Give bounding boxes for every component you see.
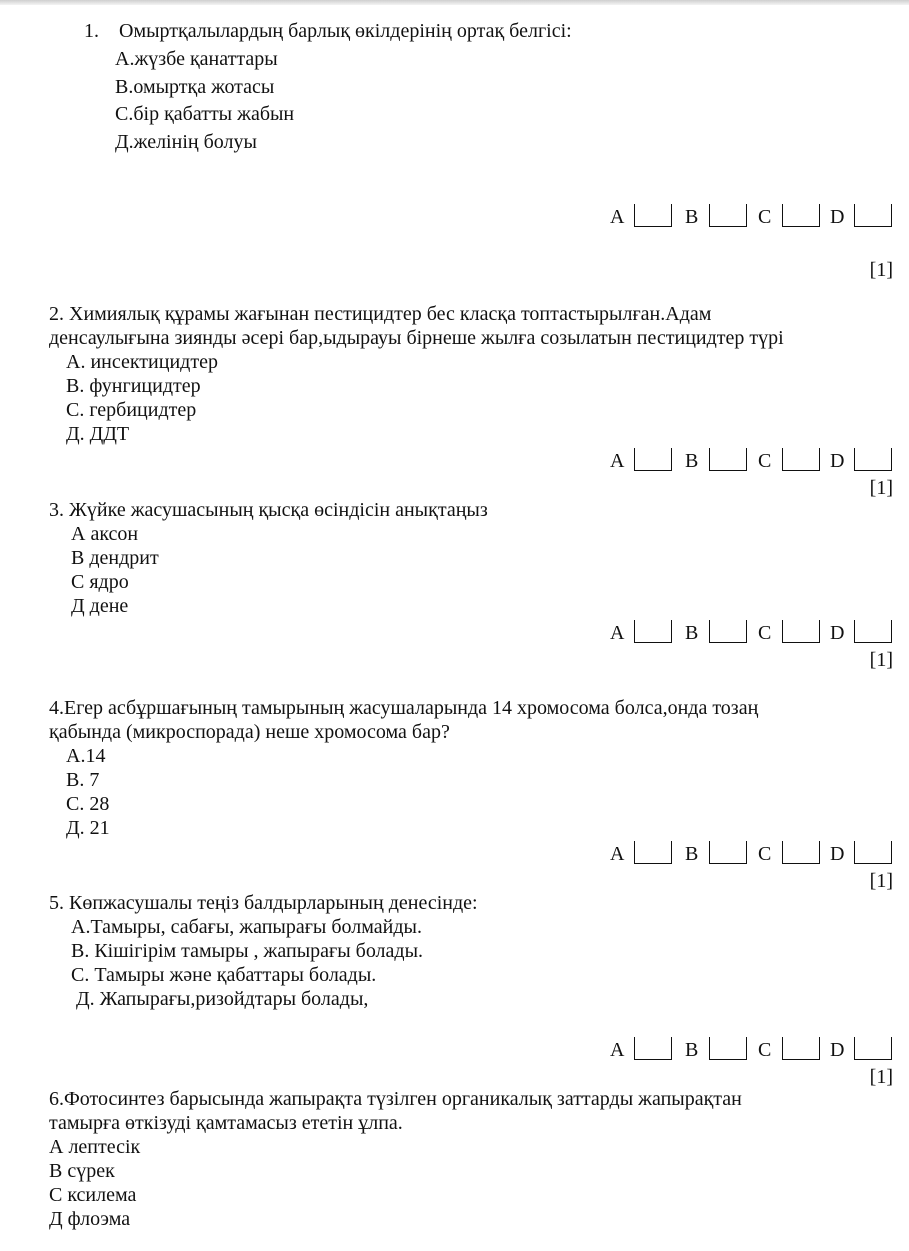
- question-2-option-a: А. инсектицидтер: [66, 351, 218, 373]
- question-4-option-d: Д. 21: [66, 817, 110, 839]
- question-5-mark: [1]: [869, 1066, 893, 1088]
- question-3-option-b: В дендрит: [71, 547, 159, 569]
- answer-b-label: B: [685, 1039, 699, 1061]
- answer-c-label: C: [758, 206, 772, 228]
- answer-c-box[interactable]: [782, 620, 820, 643]
- question-1-answer-row: [610, 204, 895, 230]
- question-6-option-b: В сүрек: [49, 1160, 115, 1182]
- answer-d-label: D: [830, 1039, 845, 1061]
- answer-a-box[interactable]: [634, 1037, 672, 1060]
- answer-d-box[interactable]: [854, 1037, 892, 1060]
- question-3-mark: [1]: [869, 649, 893, 671]
- answer-b-box[interactable]: [709, 448, 747, 471]
- answer-d-label: D: [830, 843, 845, 865]
- answer-c-label: C: [758, 843, 772, 865]
- answer-c-box[interactable]: [782, 841, 820, 864]
- question-6-option-d: Д флоэма: [49, 1208, 131, 1230]
- question-2-text-line-2: денсаулығына зиянды әсері бар,ыдырауы бірнеше жылға созылатын пестицидтер түрі: [49, 327, 784, 349]
- question-4-text-line-2: қабында (микроспорада) неше хромосома бар?: [49, 721, 450, 743]
- answer-b-label: B: [685, 843, 699, 865]
- answer-d-box[interactable]: [854, 448, 892, 471]
- question-3-option-d: Д дене: [71, 595, 129, 617]
- question-1-mark: [1]: [869, 259, 893, 281]
- question-1-option-d: Д.желінің болуы: [115, 131, 257, 153]
- question-2-answer-row: [610, 448, 895, 474]
- question-3-text: 3. Жүйке жасушасының қысқа өсіндісін анықтаңыз: [49, 499, 488, 521]
- answer-c-box[interactable]: [782, 204, 820, 227]
- question-2-option-c: С. гербицидтер: [66, 399, 197, 421]
- question-6-text-line-1: 6.Фотосинтез барысында жапырақта түзілген органикалық заттарды жапырақтан: [49, 1088, 742, 1110]
- answer-c-label: C: [758, 450, 772, 472]
- answer-b-box[interactable]: [709, 1037, 747, 1060]
- question-5-option-a: А.Тамыры, сабағы, жапырағы болмайды.: [71, 916, 422, 938]
- question-1-option-a: А.жүзбе қанаттары: [115, 48, 278, 70]
- question-2-option-b: В. фунгицидтер: [66, 375, 201, 397]
- answer-c-label: C: [758, 1039, 772, 1061]
- question-1-option-b: В.омыртқа жотасы: [115, 76, 275, 98]
- answer-b-label: B: [685, 450, 699, 472]
- question-6-option-c: С ксилема: [49, 1184, 137, 1206]
- answer-c-box[interactable]: [782, 1037, 820, 1060]
- question-4-option-c: С. 28: [66, 793, 110, 815]
- answer-a-label: A: [610, 1039, 625, 1061]
- question-3-option-a: А аксон: [71, 523, 139, 545]
- question-1-option-c: С.бір қабатты жабын: [115, 103, 295, 125]
- question-4-option-b: В. 7: [66, 769, 100, 791]
- question-5-option-b: В. Кішігірім тамыры , жапырағы болады.: [71, 940, 424, 962]
- question-5-text: 5. Көпжасушалы теңіз балдырларының денесінде:: [49, 892, 478, 914]
- question-5-option-c: С. Тамыры және қабаттары болады.: [71, 964, 377, 986]
- answer-a-box[interactable]: [634, 841, 672, 864]
- top-edge-shadow: [0, 0, 909, 5]
- question-4-mark: [1]: [869, 870, 893, 892]
- answer-a-box[interactable]: [634, 204, 672, 227]
- question-5-option-d: Д. Жапырағы,ризойдтары болады,: [76, 988, 369, 1010]
- answer-d-box[interactable]: [854, 620, 892, 643]
- question-4-text-line-1: 4.Егер асбұршағының тамырының жасушаларында 14 хромосома болса,онда тозаң: [49, 697, 759, 719]
- answer-d-label: D: [830, 450, 845, 472]
- question-1-text: 1. Омыртқалылардың барлық өкілдерінің ортақ белгісі:: [84, 20, 572, 42]
- answer-a-box[interactable]: [634, 448, 672, 471]
- answer-a-box[interactable]: [634, 620, 672, 643]
- answer-b-label: B: [685, 206, 699, 228]
- question-2-mark: [1]: [869, 477, 893, 499]
- answer-c-label: C: [758, 622, 772, 644]
- answer-d-box[interactable]: [854, 204, 892, 227]
- answer-b-box[interactable]: [709, 841, 747, 864]
- answer-a-label: A: [610, 450, 625, 472]
- answer-c-box[interactable]: [782, 448, 820, 471]
- question-4-answer-row: [610, 841, 895, 867]
- answer-a-label: A: [610, 622, 625, 644]
- answer-b-box[interactable]: [709, 204, 747, 227]
- question-4-option-a: А.14: [66, 745, 106, 767]
- answer-d-label: D: [830, 622, 845, 644]
- answer-d-box[interactable]: [854, 841, 892, 864]
- question-3-answer-row: [610, 620, 895, 646]
- question-5-answer-row: [610, 1037, 895, 1063]
- answer-d-label: D: [830, 206, 845, 228]
- answer-b-label: B: [685, 622, 699, 644]
- answer-b-box[interactable]: [709, 620, 747, 643]
- answer-a-label: A: [610, 843, 625, 865]
- question-6-option-a: А лептесік: [49, 1136, 141, 1158]
- question-2-option-d: Д. ДДТ: [66, 423, 130, 445]
- answer-a-label: A: [610, 206, 625, 228]
- question-3-option-c: С ядро: [71, 571, 129, 593]
- question-6-text-line-2: тамырға өткізуді қамтамасыз ететін ұлпа.: [49, 1112, 403, 1134]
- question-2-text-line-1: 2. Химиялық құрамы жағынан пестицидтер бес класқа топтастырылған.Адам: [49, 303, 712, 325]
